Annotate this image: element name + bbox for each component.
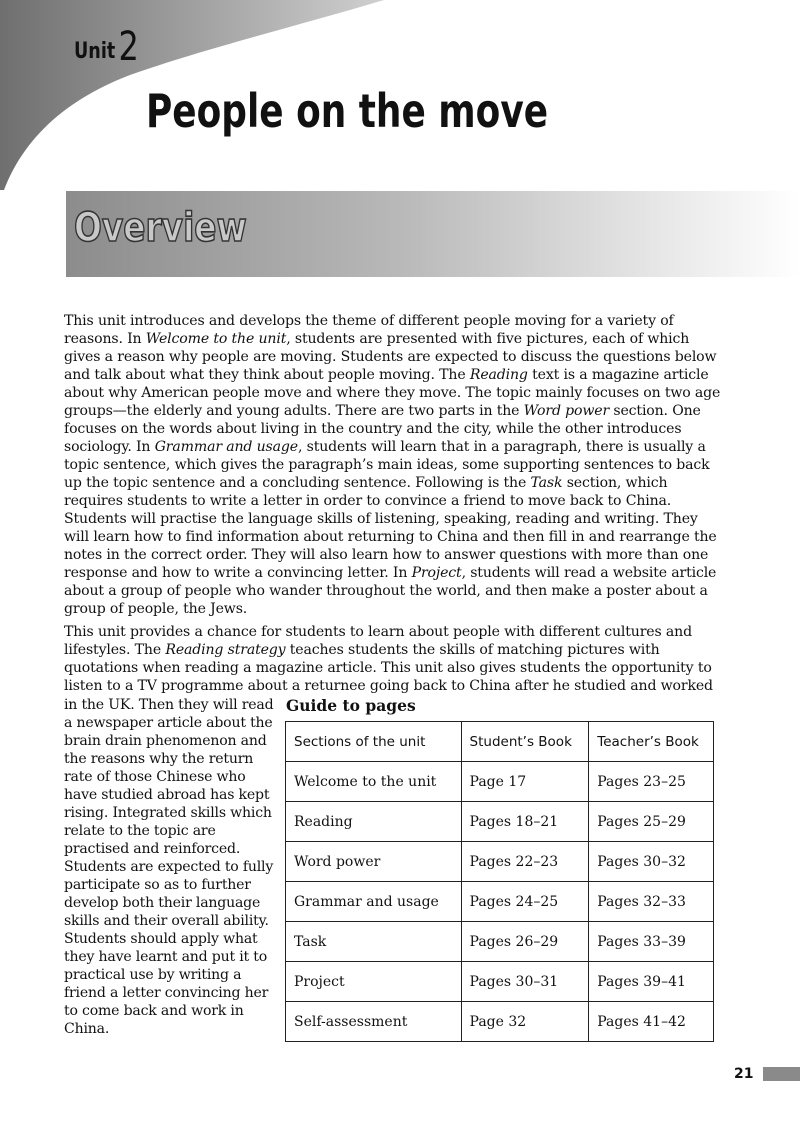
paragraph-2-continued-column xyxy=(64,696,280,1038)
table-row xyxy=(286,802,714,842)
text-segment: section. One focuses on the words about living in the country and the city, while the other introduces sociology. In xyxy=(64,403,701,455)
table-cell: Pages 23–25 xyxy=(589,762,714,802)
unit-label xyxy=(74,24,139,70)
table-cell: Welcome to the unit xyxy=(286,762,462,802)
table-row xyxy=(286,1002,714,1042)
table-cell: Pages 32–33 xyxy=(589,882,714,922)
table-header-row xyxy=(286,722,714,762)
page-number-bar xyxy=(763,1067,800,1081)
table-header-cell: Student’s Book xyxy=(461,722,589,762)
paragraph-2 xyxy=(64,623,724,695)
table-cell: Word power xyxy=(286,842,462,882)
table-cell: Pages 39–41 xyxy=(589,962,714,1002)
paragraph-1 xyxy=(64,312,724,618)
text-segment: This unit introduces and develops the theme of different people moving for a variety of reasons. In xyxy=(64,313,674,347)
text-segment: , students are presented with five pictures, each of which gives a reason why people are moving. Students are expected to discuss the questions below and talk about what they think about people moving. The xyxy=(64,331,717,383)
table-cell: Pages 30–32 xyxy=(589,842,714,882)
table-cell: Pages 30–31 xyxy=(461,962,589,1002)
text-segment: text is a magazine article about why American people move and where they move. The topic mainly focuses on two age groups—the elderly and young adults. There are two parts in the xyxy=(64,367,721,419)
text-segment: , students will learn that in a paragraph, there is usually a topic sentence, which gives the paragraph’s main ideas, some supporting sentences to back up the topic sentence and a concluding sentence. Following is the xyxy=(64,439,710,491)
table-row xyxy=(286,762,714,802)
page-number: 21 xyxy=(734,1066,754,1082)
table-cell: Project xyxy=(286,962,462,1002)
section-name-text: Welcome to the unit xyxy=(145,331,287,347)
table-cell: Pages 26–29 xyxy=(461,922,589,962)
table-cell: Task xyxy=(286,922,462,962)
guide-title: Guide to pages xyxy=(286,696,416,715)
table-cell: Page 17 xyxy=(461,762,589,802)
text-segment: teaches students the skills of matching pictures with quotations when reading a magazine article. This unit also gives students the opportunity to listen to a TV programme about a returnee going back to China after he studied and worked xyxy=(64,642,713,694)
text-segment: , students will read a website article about a group of people who wander throughout the world, and then make a poster about a group of people, the Jews. xyxy=(64,565,717,617)
table-cell: Pages 18–21 xyxy=(461,802,589,842)
table-row xyxy=(286,922,714,962)
text-segment: section, which requires students to write a letter in order to convince a friend to move back to China. Students will practise the language skills of listening, speaking, reading and writing. They will learn how to find information about returning to China and then fill in and rearrange the notes in the correct order. They will also learn how to answer questions with more than one response and how to write a convincing letter. In xyxy=(64,475,717,581)
table-cell: Grammar and usage xyxy=(286,882,462,922)
section-name-text: Task xyxy=(530,475,563,491)
table-cell: Pages 33–39 xyxy=(589,922,714,962)
section-name-text: Reading strategy xyxy=(165,642,286,658)
table-row xyxy=(286,882,714,922)
table-cell: Reading xyxy=(286,802,462,842)
text-segment: This unit provides a chance for students to learn about people with different cultures and lifestyles. The xyxy=(64,624,692,658)
unit-word: Unit xyxy=(74,39,116,64)
table-cell: Pages 41–42 xyxy=(589,1002,714,1042)
table-cell: Page 32 xyxy=(461,1002,589,1042)
section-name-text: Reading xyxy=(469,367,528,383)
table-row xyxy=(286,842,714,882)
table-header-cell: Sections of the unit xyxy=(286,722,462,762)
guide-table xyxy=(285,721,714,1042)
overview-heading: Overview xyxy=(74,205,247,251)
page-title: People on the move xyxy=(146,84,549,138)
table-cell: Pages 22–23 xyxy=(461,842,589,882)
table-cell: Pages 25–29 xyxy=(589,802,714,842)
overview-banner xyxy=(66,191,800,277)
table-cell: Pages 24–25 xyxy=(461,882,589,922)
table-cell: Self-assessment xyxy=(286,1002,462,1042)
unit-number: 2 xyxy=(118,24,139,70)
table-header-cell: Teacher’s Book xyxy=(589,722,714,762)
paragraph-2-continued: in the UK. Then they will read a newspaper article about the brain drain phenomenon and the reasons why the return rate of those Chinese who have studied abroad has kept rising. Integrated skills which relate to the topic are practised and reinforced. Students are expected to fully participate so as to further develop both their language skills and their overall ability. Students should apply what they have learnt and put it to practical use by writing a friend a letter convincing her to come back and work in China. xyxy=(64,697,274,1037)
section-name-text: Project xyxy=(411,565,462,581)
section-name-text: Word power xyxy=(523,403,610,419)
table-row xyxy=(286,962,714,1002)
overview-body xyxy=(64,312,724,700)
section-name-text: Grammar and usage xyxy=(154,439,298,455)
